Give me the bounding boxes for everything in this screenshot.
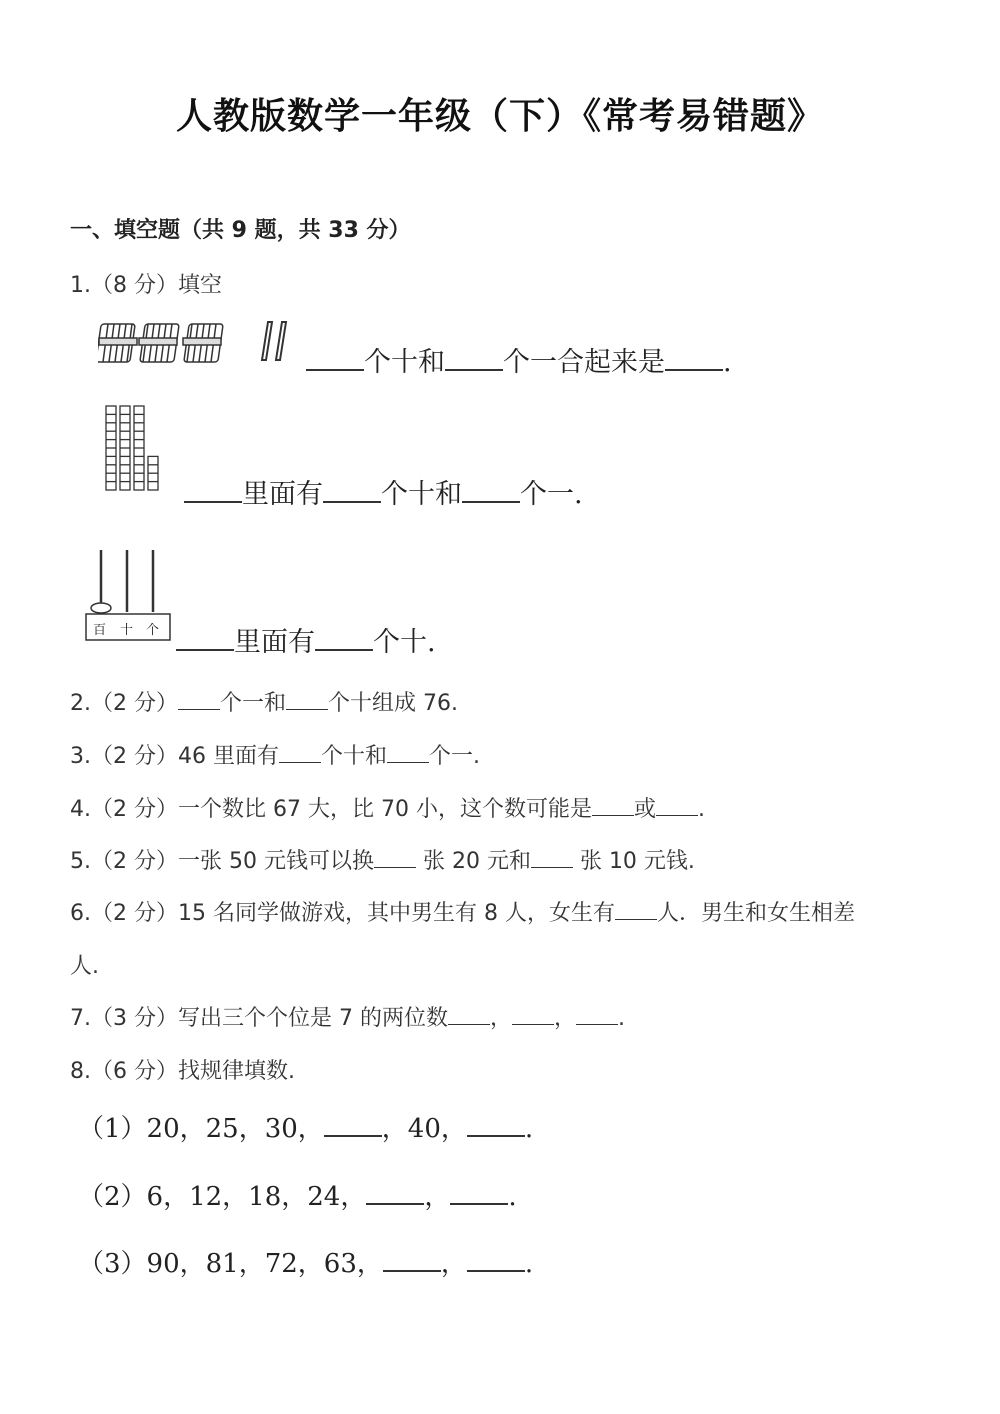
sequence-1: （1）20，25，30， ，40， . xyxy=(78,1114,534,1144)
answer-blank[interactable] xyxy=(531,845,573,868)
section-heading: 一、填空题（共 9 题，共 33 分） xyxy=(70,218,411,243)
abacus-label-ones: 个 xyxy=(146,623,160,638)
answer-blank[interactable] xyxy=(467,1250,525,1272)
answer-blank[interactable] xyxy=(445,347,503,371)
sequence-3: （3）90，81，72，63， ， . xyxy=(78,1249,534,1279)
answer-blank[interactable] xyxy=(315,627,373,651)
sequence-2: （2）6，12，18，24， ， . xyxy=(78,1182,517,1212)
answer-blank[interactable] xyxy=(324,1115,382,1137)
page-title: 人教版数学一年级（下）《常考易错题》 xyxy=(175,96,824,137)
answer-blank[interactable] xyxy=(286,687,328,710)
question-8-label: 8.（6 分）找规律填数. xyxy=(70,1059,295,1084)
ten-cube-column xyxy=(120,406,130,490)
answer-blank[interactable] xyxy=(279,740,321,763)
answer-blank[interactable] xyxy=(665,347,723,371)
answer-blank[interactable] xyxy=(656,793,698,816)
answer-blank[interactable] xyxy=(178,687,220,710)
answer-blank[interactable] xyxy=(448,1002,490,1025)
answer-blank[interactable] xyxy=(176,627,234,651)
question-1a-text: 个十和 个一合起来是 . xyxy=(306,340,732,379)
abacus-bead xyxy=(91,603,111,613)
answer-blank[interactable] xyxy=(383,1250,441,1272)
ten-cube-column xyxy=(106,406,116,490)
question-3: 3.（2 分）46 里面有 个十和 个一. xyxy=(70,739,480,770)
question-6-line-2: 人. xyxy=(70,954,99,979)
ten-cube-column xyxy=(134,406,144,490)
single-cubes xyxy=(148,456,158,490)
answer-blank[interactable] xyxy=(592,793,634,816)
answer-blank[interactable] xyxy=(306,347,364,371)
ten-stick-bundle xyxy=(139,324,179,362)
answer-blank[interactable] xyxy=(462,479,520,503)
answer-blank[interactable] xyxy=(323,479,381,503)
answer-blank[interactable] xyxy=(615,897,657,920)
answer-blank[interactable] xyxy=(366,1183,424,1205)
question-1c-text: 里面有 个十. xyxy=(176,620,436,659)
question-5: 5.（2 分）一张 50 元钱可以换 张 20 元和 张 10 元钱. xyxy=(70,844,695,875)
answer-blank[interactable] xyxy=(467,1115,525,1137)
ten-stick-bundle xyxy=(98,324,137,362)
question-1b-text: 里面有 个十和 个一. xyxy=(184,472,583,511)
question-7: 7.（3 分）写出三个个位是 7 的两位数 ， ， . xyxy=(70,1001,625,1032)
cube-columns-illustration xyxy=(100,402,180,502)
answer-blank[interactable] xyxy=(374,845,416,868)
single-sticks xyxy=(262,322,286,360)
question-1-label: 1.（8 分）填空 xyxy=(70,273,222,298)
question-2: 2.（2 分） 个一和 个十组成 76. xyxy=(70,686,458,717)
answer-blank[interactable] xyxy=(387,740,429,763)
stick-bundles-illustration xyxy=(98,318,298,368)
abacus-label-tens: 十 xyxy=(120,623,134,638)
abacus-label-hundreds: 百 xyxy=(93,623,107,638)
answer-blank[interactable] xyxy=(512,1002,554,1025)
question-4: 4.（2 分）一个数比 67 大，比 70 小，这个数可能是 或 . xyxy=(70,792,705,823)
answer-blank[interactable] xyxy=(184,479,242,503)
answer-blank[interactable] xyxy=(576,1002,618,1025)
question-6-line-1: 6.（2 分）15 名同学做游戏，其中男生有 8 人，女生有 人．男生和女生相差 xyxy=(70,896,855,927)
answer-blank[interactable] xyxy=(450,1183,508,1205)
ten-stick-bundle xyxy=(183,324,223,362)
